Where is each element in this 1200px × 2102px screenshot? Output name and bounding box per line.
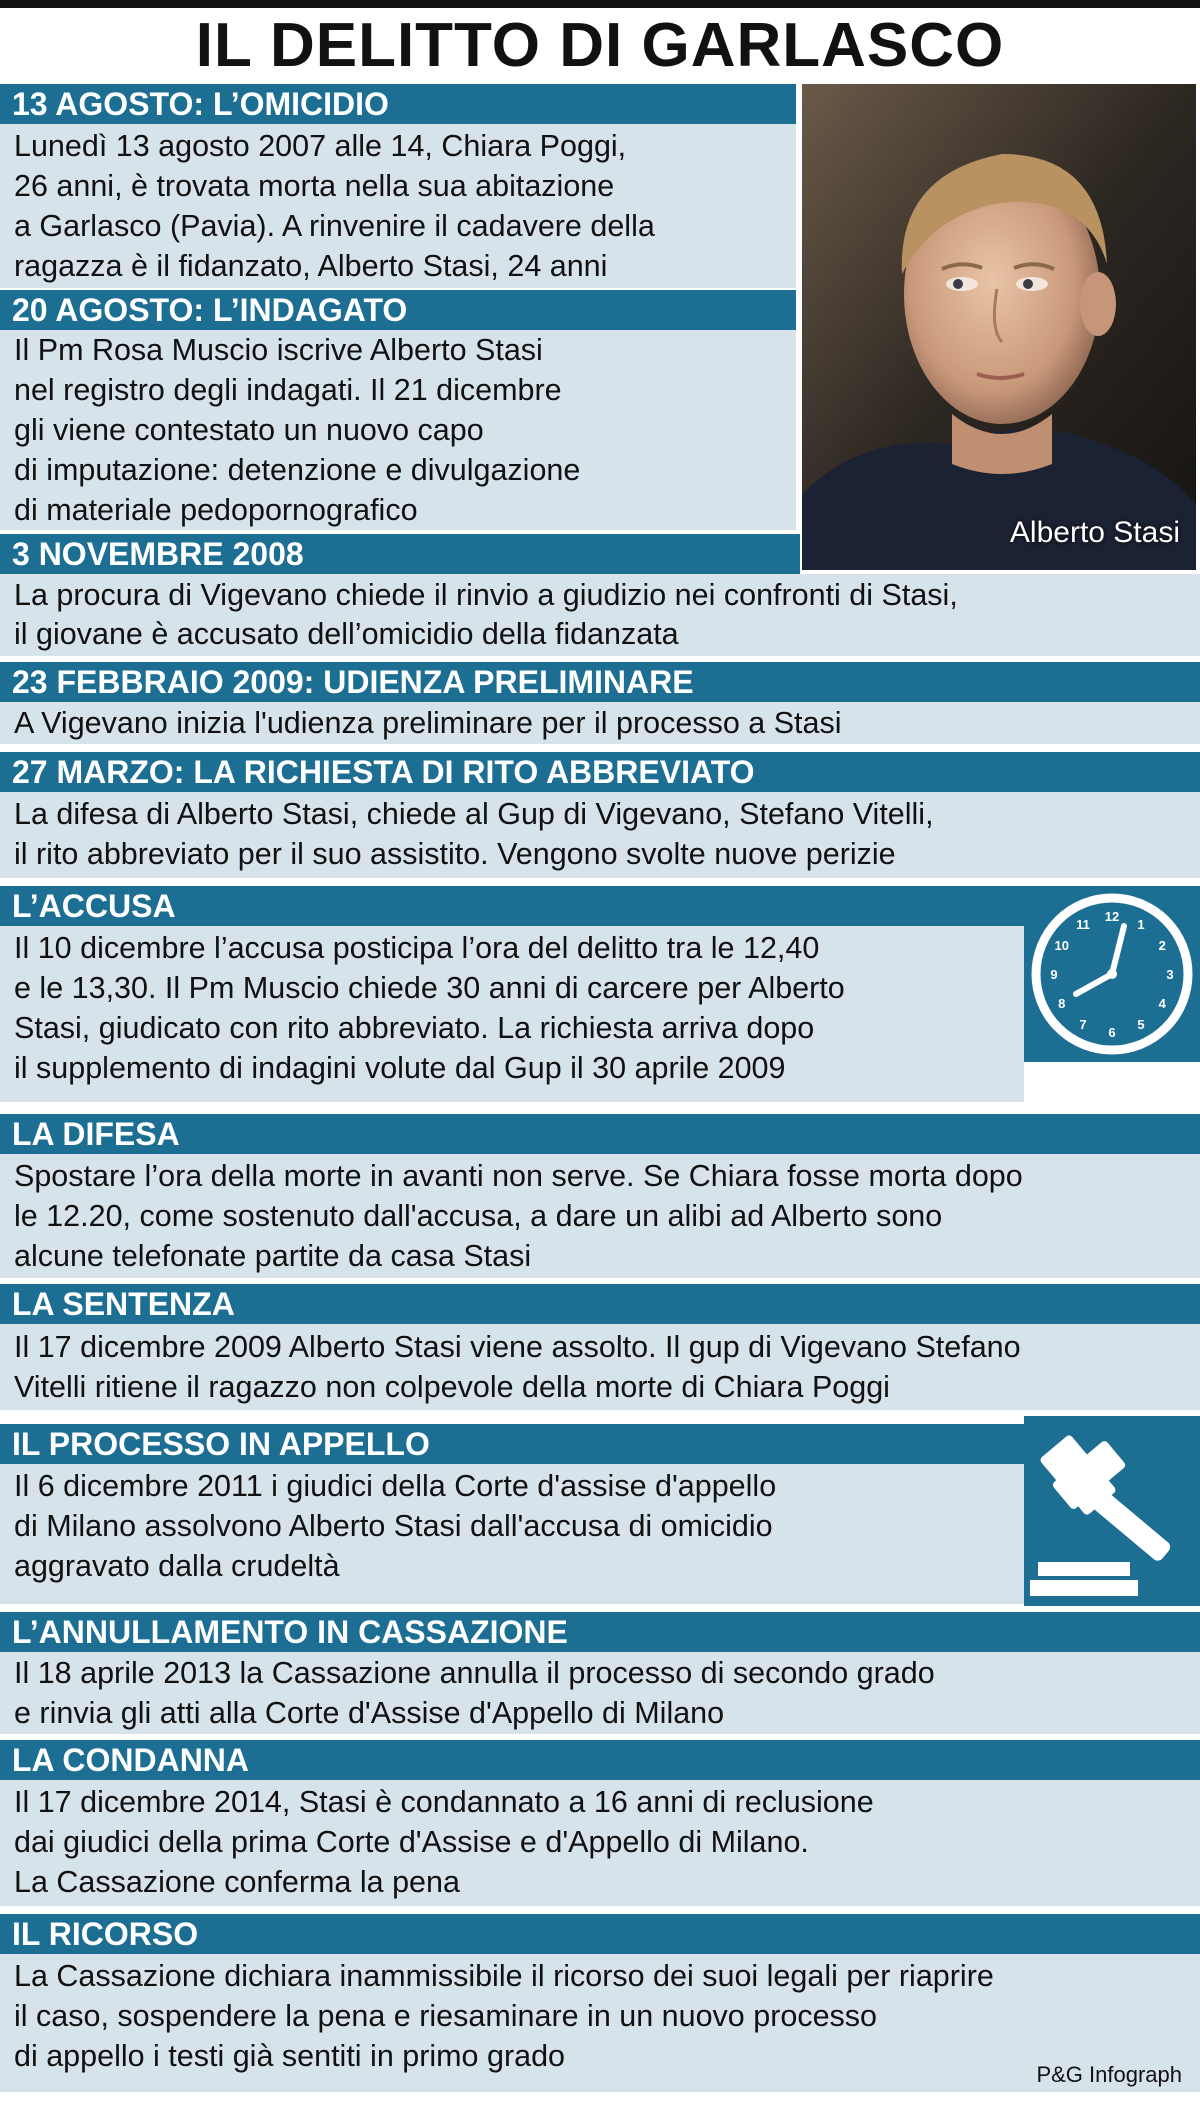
top-rule <box>0 0 1200 8</box>
body-line: Il 18 aprile 2013 la Cassazione annulla il processo di secondo grado <box>14 1656 935 1690</box>
body-line: A Vigevano inizia l'udienza preliminare per il processo a Stasi <box>14 706 842 740</box>
body-line: di Milano assolvono Alberto Stasi dall'accusa di omicidio <box>14 1509 773 1543</box>
body-line: di imputazione: detenzione e divulgazione <box>14 453 581 487</box>
body-line: di appello i testi già sentiti in primo grado <box>14 2039 565 2073</box>
section-heading: L’ACCUSA <box>0 886 1024 926</box>
body-line: La procura di Vigevano chiede il rinvio a giudizio nei confronti di Stasi, <box>14 578 958 612</box>
clock-numeral: 4 <box>1158 996 1166 1011</box>
section-ricorso <box>0 1914 1200 2092</box>
body-line: Il Pm Rosa Muscio iscrive Alberto Stasi <box>14 333 543 367</box>
body-line: il rito abbreviato per il suo assistito. Vengono svolte nuove perizie <box>14 837 896 871</box>
clock-numeral: 6 <box>1108 1025 1116 1040</box>
section-heading: 13 AGOSTO: L’OMICIDIO <box>0 84 796 124</box>
section-body <box>0 330 796 530</box>
page-title: IL DELITTO DI GARLASCO <box>195 11 1005 80</box>
body-line: Lunedì 13 agosto 2007 alle 14, Chiara Poggi, <box>14 129 627 163</box>
credit-text: P&G Infograph <box>1036 2062 1182 2087</box>
section-body <box>0 1954 1200 2092</box>
body-line: La Cassazione dichiara inammissibile il ricorso dei suoi legali per riaprire <box>14 1959 994 1993</box>
section-condanna <box>0 1740 1200 1910</box>
clock-numeral: 3 <box>1166 967 1174 982</box>
clock-numeral: 8 <box>1058 996 1066 1011</box>
body-line: il supplemento di indagini volute dal Gup il 30 aprile 2009 <box>14 1051 786 1085</box>
section-body <box>0 1652 1200 1734</box>
body-line: il giovane è accusato dell’omicidio della fidanzata <box>14 617 679 651</box>
body-line: le 12.20, come sostenuto dall'accusa, a dare un alibi ad Alberto sono <box>14 1199 943 1233</box>
body-line: il caso, sospendere la pena e riesaminare in un nuovo processo <box>14 1999 877 2033</box>
body-line: Vitelli ritiene il ragazzo non colpevole della morte di Chiara Poggi <box>14 1370 890 1404</box>
section-body <box>0 1780 1200 1906</box>
section-heading: IL PROCESSO IN APPELLO <box>0 1424 1024 1464</box>
section-annullamento <box>0 1612 1200 1736</box>
clock-numeral: 11 <box>1076 916 1090 932</box>
section-sentenza <box>0 1284 1200 1412</box>
section-heading: 27 MARZO: LA RICHIESTA DI RITO ABBREVIATO <box>0 752 1200 792</box>
body-line: dai giudici della prima Corte d'Assise e d'Appello di Milano. <box>14 1825 809 1859</box>
section-heading: 23 FEBBRAIO 2009: UDIENZA PRELIMINARE <box>0 662 1200 702</box>
clock-numeral: 1 <box>1137 916 1145 932</box>
portrait-photo <box>802 84 1196 570</box>
body-line: Il 10 dicembre l’accusa posticipa l’ora del delitto tra le 12,40 <box>14 931 820 965</box>
section-udienza <box>0 662 1200 748</box>
body-line: Il 6 dicembre 2011 i giudici della Corte d'assise d'appello <box>14 1469 777 1503</box>
section-body <box>0 124 796 288</box>
section-body <box>0 792 1200 878</box>
body-line: Il 17 dicembre 2014, Stasi è condannato a 16 anni di reclusione <box>14 1785 874 1819</box>
section-body <box>0 1464 1024 1604</box>
section-body <box>0 926 1024 1102</box>
body-line: gli viene contestato un nuovo capo <box>14 413 484 447</box>
section-heading: L’ANNULLAMENTO IN CASSAZIONE <box>0 1612 1200 1652</box>
clock-numeral: 9 <box>1050 967 1058 982</box>
body-line: nel registro degli indagati. Il 21 dicembre <box>14 373 562 407</box>
body-line: alcune telefonate partite da casa Stasi <box>14 1239 532 1273</box>
clock-numeral: 2 <box>1158 938 1166 953</box>
clock-center <box>1107 969 1117 979</box>
body-line: e le 13,30. Il Pm Muscio chiede 30 anni di carcere per Alberto <box>14 971 845 1005</box>
body-line: ragazza è il fidanzato, Alberto Stasi, 24 anni <box>14 249 608 283</box>
section-body <box>0 702 1200 744</box>
section-heading: IL RICORSO <box>0 1914 1200 1954</box>
body-line: La Cassazione conferma la pena <box>14 1865 460 1899</box>
section-appello <box>0 1424 1200 1604</box>
gavel-shape <box>1024 1416 1200 1606</box>
body-line: La difesa di Alberto Stasi, chiede al Gup di Vigevano, Stefano Vitelli, <box>14 797 934 831</box>
photo-caption: Alberto Stasi <box>1009 516 1180 549</box>
section-rito-abbreviato <box>0 752 1200 880</box>
section-body <box>0 574 1200 656</box>
section-accusa <box>0 886 1200 1110</box>
section-heading: LA DIFESA <box>0 1114 1200 1154</box>
section-heading: 20 AGOSTO: L’INDAGATO <box>0 290 796 330</box>
body-line: Spostare l’ora della morte in avanti non serve. Se Chiara fosse morta dopo <box>14 1159 1023 1193</box>
body-line: e rinvia gli atti alla Corte d'Assise d'Appello di Milano <box>14 1696 725 1730</box>
section-body <box>0 1324 1200 1410</box>
clock-numeral: 10 <box>1054 938 1070 953</box>
clock-icon <box>1024 886 1200 1062</box>
gavel-icon <box>1024 1416 1200 1606</box>
body-line: Il 17 dicembre 2009 Alberto Stasi viene assolto. Il gup di Vigevano Stefano <box>14 1330 1021 1364</box>
body-line: aggravato dalla crudeltà <box>14 1549 340 1583</box>
section-heading: LA CONDANNA <box>0 1740 1200 1780</box>
section-difesa <box>0 1114 1200 1280</box>
clock-numeral: 12 <box>1104 909 1120 924</box>
section-body <box>0 1154 1200 1278</box>
portrait-image <box>802 84 1196 570</box>
section-heading: 3 NOVEMBRE 2008 <box>0 534 800 574</box>
clock-face <box>1024 886 1200 1062</box>
body-line: di materiale pedopornografico <box>14 493 418 527</box>
clock-numeral: 5 <box>1137 1017 1145 1033</box>
section-heading: LA SENTENZA <box>0 1284 1200 1324</box>
clock-numeral: 7 <box>1079 1017 1087 1033</box>
body-line: 26 anni, è trovata morta nella sua abitazione <box>14 169 615 203</box>
body-line: Stasi, giudicato con rito abbreviato. La richiesta arriva dopo <box>14 1011 815 1045</box>
body-line: a Garlasco (Pavia). A rinvenire il cadavere della <box>14 209 655 243</box>
